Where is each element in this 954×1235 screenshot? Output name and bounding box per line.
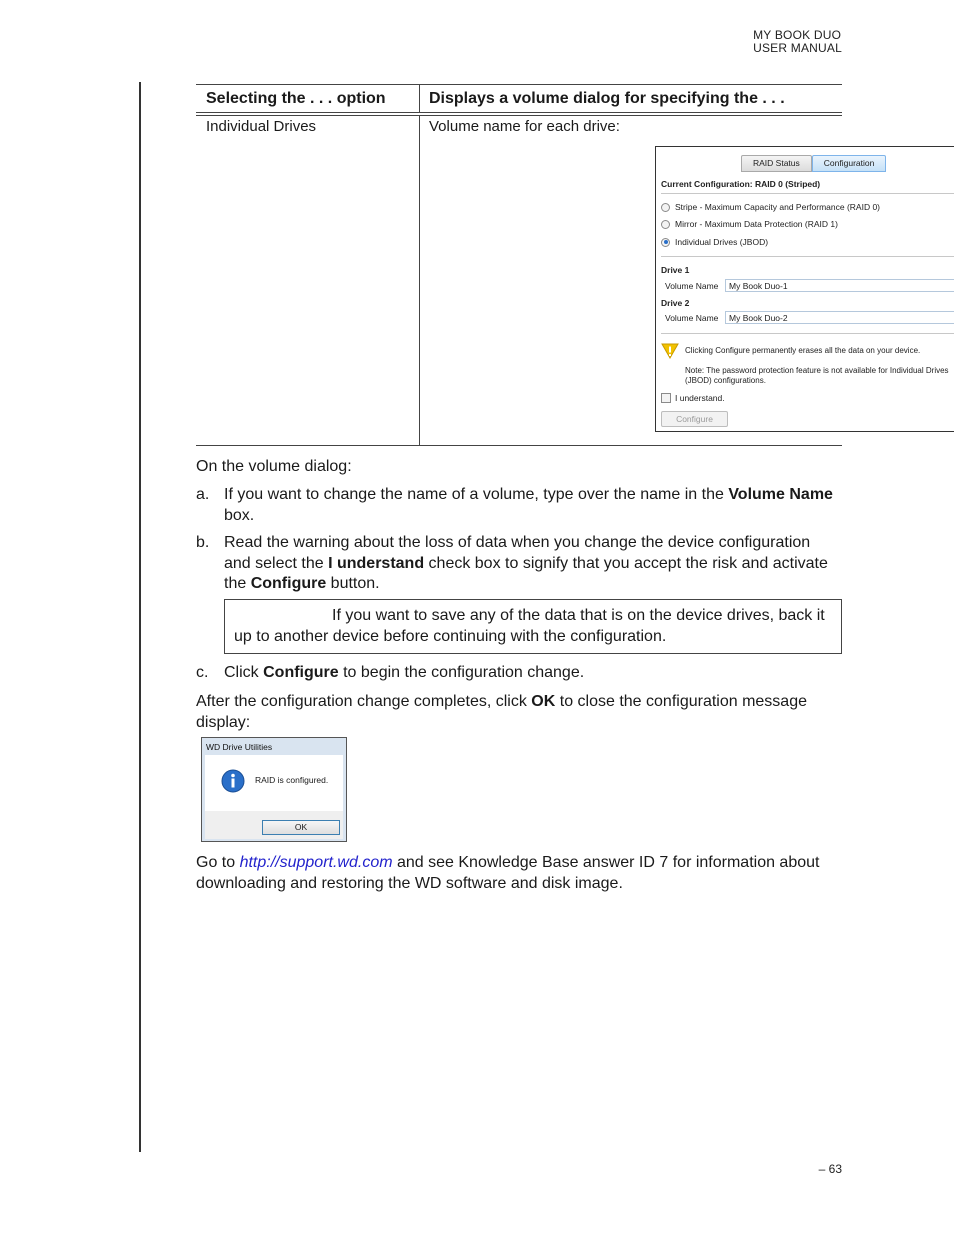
divider	[661, 256, 954, 257]
support-text: Go to http://support.wd.com and see Knowledge Base answer ID 7 for information about downloading and restoring the WD software and disk image.	[196, 854, 820, 892]
after-text: After the configuration change completes, click OK to close the configuration message display:	[196, 693, 807, 731]
checkbox-icon[interactable]	[661, 393, 671, 403]
divider	[661, 193, 954, 194]
dialog-message: RAID is configured.	[255, 775, 329, 785]
understand-label: I understand.	[675, 393, 725, 403]
dialog-tabs	[741, 155, 886, 172]
step-c-marker: c.	[196, 664, 209, 681]
tab-raid-status[interactable]: RAID Status	[741, 155, 812, 172]
volume-name-label: Volume Name	[665, 281, 719, 291]
caution-box	[224, 599, 842, 654]
table-header-col2: Displays a volume dialog for specifying the . . .	[429, 90, 785, 107]
dialog-title: WD Drive Utilities	[206, 742, 273, 752]
step-b-marker: b.	[196, 534, 210, 551]
table-header-row	[196, 85, 842, 113]
current-configuration: Current Configuration: RAID 0 (Striped)	[661, 179, 821, 189]
option-stripe[interactable]: Stripe - Maximum Capacity and Performance (RAID 0)	[661, 202, 880, 212]
running-header	[753, 29, 842, 55]
drive2-volume-name-input[interactable]: My Book Duo-2	[725, 311, 954, 324]
note-text: Note: The password protection feature is not available for Individual Drives (JBOD) configurations.	[685, 366, 949, 385]
margin-rule	[139, 82, 141, 1152]
volume-name-label: Volume Name	[665, 313, 719, 323]
radio-button-icon[interactable]	[661, 203, 670, 212]
header-product: MY BOOK DUO	[753, 28, 842, 42]
divider	[661, 333, 954, 334]
tab-configuration[interactable]: Configuration	[812, 155, 887, 172]
drive2-label: Drive 2	[661, 298, 690, 308]
raid-configured-dialog-screenshot	[201, 737, 347, 842]
step-b: Read the warning about the loss of data when you change the device configuration and select the I understand check box to signify that you accept the risk and activate the Configure button.	[224, 534, 828, 592]
step-a-marker: a.	[196, 486, 210, 503]
page-number: – 63	[818, 1162, 842, 1176]
table-cell-option: Individual Drives	[196, 116, 420, 445]
support-link[interactable]: http://support.wd.com	[239, 854, 393, 871]
drive1-volume-name-input[interactable]: My Book Duo-1	[725, 279, 954, 292]
caution-text: If you want to save any of the data that is on the device drives, back it up to another device before continuing with the configuration.	[234, 607, 825, 645]
drive1-label: Drive 1	[661, 265, 690, 275]
intro-text: On the volume dialog:	[196, 458, 352, 475]
understand-checkbox-row[interactable]	[661, 393, 725, 403]
option-individual-drives[interactable]: Individual Drives (JBOD)	[661, 237, 768, 247]
options-table	[196, 84, 949, 446]
warning-icon	[661, 343, 679, 359]
table-cell-description: Volume name for each drive:	[429, 118, 620, 135]
warning-text: Clicking Configure permanently erases all the data on your device.	[685, 346, 921, 355]
table-row	[196, 116, 949, 446]
radio-button-icon[interactable]	[661, 220, 670, 229]
header-doc: USER MANUAL	[753, 41, 842, 55]
step-a: If you want to change the name of a volume, type over the name in the Volume Name box.	[224, 486, 833, 524]
ok-button[interactable]: OK	[262, 820, 340, 835]
option-mirror[interactable]: Mirror - Maximum Data Protection (RAID 1)	[661, 219, 838, 229]
table-header-col1: Selecting the . . . option	[196, 85, 420, 112]
step-c: Click Configure to begin the configuration change.	[224, 664, 585, 681]
configuration-dialog-screenshot	[655, 146, 954, 432]
info-icon	[221, 769, 245, 793]
configure-button[interactable]: Configure	[661, 411, 728, 427]
radio-selected-icon[interactable]	[661, 238, 670, 247]
